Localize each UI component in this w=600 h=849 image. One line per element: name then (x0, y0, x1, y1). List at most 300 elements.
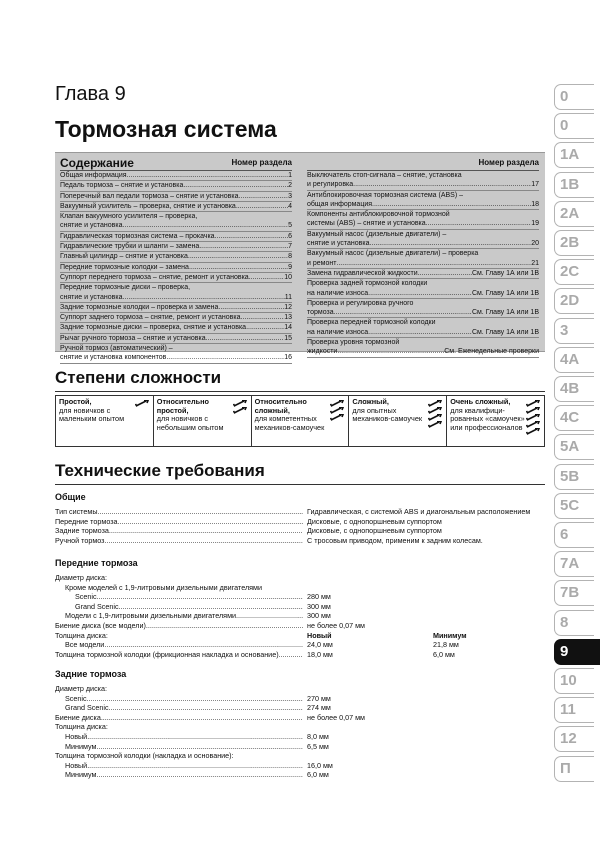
contents-entry-section: 12 (284, 303, 292, 311)
contents-entry-section: 10 (284, 273, 292, 281)
leader-dots (370, 239, 532, 248)
chapter-tab-1b[interactable]: 1B (554, 172, 594, 198)
difficulty-icons (233, 398, 249, 446)
contents-entry-title: Рычаг ручного тормоза – снятие и установка (60, 334, 206, 342)
contents-entry-section: 19 (531, 220, 539, 228)
spec-row (55, 703, 545, 713)
contents-entry (60, 202, 292, 212)
contents-entry (60, 242, 292, 252)
contents-line (307, 200, 539, 209)
chapter-tab-4c[interactable]: 4C (554, 405, 594, 431)
spec-row (55, 611, 545, 621)
contents-entry-section: См. Главу 1А или 1В (471, 269, 539, 277)
spec-row (55, 631, 545, 641)
spanner-icon (428, 400, 442, 407)
contents-line (60, 212, 292, 221)
spec-label (55, 684, 295, 694)
spec-label-text: Grand Scenic (65, 703, 109, 713)
leader-dots (104, 536, 303, 546)
spec-value-min: Минимум (433, 630, 467, 640)
difficulty-level (154, 396, 252, 446)
chapter-tab-5c[interactable]: 5C (554, 493, 594, 519)
contents-line (307, 347, 539, 356)
contents-line (307, 219, 539, 228)
contents-right-column (307, 153, 539, 358)
contents-line (307, 328, 539, 337)
spec-row (55, 640, 545, 650)
spec-label-text: Толщина тормозной колодки (фрикционная накладка и основание) (55, 649, 279, 659)
spanner-icon (330, 414, 344, 421)
leader-dots (199, 242, 288, 251)
leader-dots (188, 252, 288, 261)
spec-label-text: Диаметр диска: (55, 573, 107, 582)
chapter-tab-5a[interactable]: 5A (554, 434, 594, 460)
contents-entry (60, 313, 292, 323)
spec-label (65, 703, 303, 713)
contents-line (60, 263, 292, 272)
spec-label-text: Ручной тормоз (55, 535, 105, 545)
leader-dots (353, 180, 531, 189)
leader-dots (146, 621, 303, 631)
spec-label (55, 536, 303, 546)
spec-label-text: Диаметр диска: (55, 684, 107, 693)
spec-value: не более 0,07 мм (307, 712, 365, 722)
contents-entry (60, 232, 292, 242)
contents-entry-section: См. Еженедельные проверки (444, 348, 539, 356)
contents-entry-section: См. Главу 1А или 1В (471, 309, 539, 317)
contents-line (60, 221, 292, 230)
spec-label (55, 517, 303, 527)
spec-label (65, 611, 303, 621)
spec-label-text: Минимум (65, 770, 97, 780)
spec-value: 6,0 мм (307, 770, 329, 780)
contents-entry-section: См. Главу 1А или 1В (471, 328, 539, 336)
leader-dots (104, 640, 303, 650)
contents-line (307, 338, 539, 347)
spec-label-text: Модели с 1,9-литровыми дизельными двигателями (65, 611, 237, 621)
difficulty-name: Очень сложный, (450, 397, 511, 406)
difficulty-name: Относительно сложный, (254, 397, 307, 415)
contents-entry-title: Передние тормозные диски – проверка, (60, 284, 191, 292)
contents-entry-title: Выключатель стоп-сигнала – снятие, установка (307, 172, 462, 179)
spec-row (55, 507, 545, 517)
contents-entry (307, 269, 539, 279)
contents-line (60, 252, 292, 261)
contents-entry (60, 181, 292, 191)
spanner-icon (233, 400, 247, 407)
contents-entry (60, 283, 292, 303)
chapter-tab-5b[interactable]: 5B (554, 464, 594, 490)
spec-value: не более 0,07 мм (307, 621, 365, 630)
contents-line (60, 303, 292, 312)
contents-entry-title: Передние тормозные колодки – замена (60, 263, 189, 271)
contents-line (60, 353, 292, 362)
spec-label (55, 751, 295, 761)
contents-entry-title: Вакуумный насос (дизельные двигатели) – проверка (307, 250, 479, 258)
contents-entry-title: Проверка уровня тормозной (307, 339, 400, 347)
chapter-tab-6[interactable]: 6 (554, 522, 594, 548)
contents-entry-section: 3 (288, 192, 292, 200)
contents-entry-section: 11 (284, 293, 292, 301)
difficulty-levels (55, 395, 545, 447)
contents-entry-section: 21 (531, 259, 539, 267)
contents-entry-title: на наличие износа (307, 289, 369, 297)
contents-entry-title: Суппорт переднего тормоза – снятие, ремонт и установка (60, 273, 249, 281)
leader-dots (372, 200, 531, 209)
spec-value: 24,0 мм (307, 640, 333, 650)
chapter-tab-7b[interactable]: 7B (554, 580, 594, 606)
spec-value: Дисковые, с однопоршневым суппортом (307, 516, 442, 526)
specs-divider (55, 484, 545, 485)
contents-line (307, 269, 539, 278)
contents-entry (60, 273, 292, 283)
contents-entry-title: Общая информация (60, 172, 127, 179)
spec-label-text: Все модели (65, 640, 105, 650)
contents-entry (307, 279, 539, 299)
spec-label (65, 770, 303, 780)
contents-entry (60, 323, 292, 333)
leader-dots (109, 526, 303, 536)
chapter-tab-3[interactable]: 3 (554, 318, 594, 344)
spec-label-text: Тип системы (55, 507, 98, 516)
spec-label (55, 713, 303, 723)
contents-heading: Содержание (60, 156, 134, 170)
contents-entry-title: снятие и установка (60, 222, 123, 230)
contents-entry-title: снятие и установка (307, 240, 370, 248)
difficulty-level (252, 396, 350, 446)
chapter-tab-11[interactable]: 11 (554, 697, 594, 723)
spec-subheading: Передние тормоза (55, 558, 138, 568)
leader-dots (218, 303, 284, 312)
spec-value: 6,5 мм (307, 741, 329, 751)
difficulty-text: для новичков с маленьким опытом (59, 405, 125, 424)
spec-value: 8,0 мм (307, 732, 329, 741)
contents-entry (60, 192, 292, 202)
contents-box (55, 152, 545, 362)
spec-label (75, 592, 303, 602)
contents-entry-section: 4 (288, 202, 292, 210)
spec-label (55, 650, 303, 660)
contents-entry-title: и регулировка (307, 181, 354, 189)
contents-line (60, 323, 292, 332)
difficulty-text: для квалифици-рованных «самоучек» или профессионалов (450, 405, 525, 432)
spec-row (55, 650, 545, 660)
contents-entry-title: Проверка передней тормозной колодки (307, 319, 436, 327)
spec-row (55, 517, 545, 527)
contents-line (307, 318, 539, 327)
spec-value: 300 мм (307, 611, 331, 621)
leader-dots (336, 259, 531, 268)
spec-label (55, 621, 303, 631)
spec-label (65, 742, 303, 752)
contents-entry-section: 1 (288, 172, 292, 179)
contents-left-entries (60, 171, 292, 364)
chapter-tab-2b[interactable]: 2B (554, 230, 594, 256)
difficulty-level (349, 396, 447, 446)
chapter-tab-2a[interactable]: 2A (554, 201, 594, 227)
contents-entry (307, 230, 539, 250)
contents-entry-section: См. Главу 1А или 1В (471, 289, 539, 297)
spec-value: Гидравлическая, с системой ABS и диагональным расположением (307, 507, 531, 516)
contents-entry-section: 20 (531, 240, 539, 248)
difficulty-level (447, 396, 544, 446)
spec-label-text: Биение диска (55, 712, 101, 722)
contents-entry-title: Проверка и регулировка ручного (307, 299, 414, 307)
contents-entry-title: Ручной тормоз (автоматический) – (60, 345, 173, 353)
contents-line (307, 289, 539, 298)
spanner-icon (233, 407, 247, 414)
leader-dots (206, 334, 285, 343)
spanner-icon (428, 421, 442, 428)
spec-row (55, 761, 545, 771)
contents-entry (60, 252, 292, 262)
contents-entry-title: системы (ABS) – снятие и установка (307, 220, 426, 228)
leader-dots (118, 517, 303, 527)
spec-label (55, 722, 295, 732)
spec-label (55, 526, 303, 536)
contents-line (307, 299, 539, 308)
spec-row (55, 536, 545, 546)
difficulty-text: для новичков с небольшим опытом (156, 414, 224, 432)
difficulty-level (56, 396, 154, 446)
contents-line (307, 180, 539, 189)
spec-value: 270 мм (307, 693, 331, 703)
contents-entry-title: Гидравлическая тормозная система – прокачка (60, 232, 215, 240)
contents-entry-title: Вакуумный усилитель – проверка, снятие и установка (60, 202, 236, 210)
spec-label-text: Scenic (65, 693, 87, 703)
spec-label-text: Толщина диска: (55, 630, 108, 640)
spanner-icon (526, 428, 540, 435)
spec-row (55, 602, 545, 612)
spanner-icon (428, 414, 442, 421)
contents-entry-title: на наличие износа (307, 328, 369, 336)
chapter-tab-10[interactable]: 10 (554, 668, 594, 694)
contents-left-column (60, 153, 292, 364)
chapter-tab-4b[interactable]: 4B (554, 376, 594, 402)
spec-label (55, 573, 295, 583)
spec-value-min: 21,8 мм (433, 640, 459, 650)
spec-row (55, 694, 545, 704)
contents-entry (60, 212, 292, 232)
leader-dots (127, 171, 289, 180)
difficulty-description (450, 398, 526, 446)
leader-dots (426, 219, 532, 228)
contents-entry-title: Педаль тормоза – снятие и установка (60, 182, 184, 190)
spec-label-text: Новый (65, 732, 88, 741)
contents-line (60, 242, 292, 251)
leader-dots (166, 353, 284, 362)
spec-label-text: Толщина тормозной колодки (накладка и основание): (55, 751, 234, 761)
difficulty-text: для опытных механиков-самоучек (352, 405, 423, 424)
contents-entry (60, 303, 292, 313)
chapter-tab-2c[interactable]: 2C (554, 259, 594, 285)
contents-entry-section: 7 (288, 243, 292, 251)
leader-dots (123, 221, 289, 230)
spec-label-text: Толщина диска: (55, 722, 108, 732)
contents-entry-section: 13 (284, 314, 292, 322)
contents-entry-title: Антиблокировочная тормозная система (ABS) – (307, 191, 464, 199)
contents-line (307, 249, 539, 258)
contents-line (60, 344, 292, 353)
spec-label (75, 602, 303, 612)
spec-label (65, 732, 303, 742)
spec-row (55, 770, 545, 780)
contents-line (307, 171, 539, 180)
contents-line (60, 273, 292, 282)
spec-row (55, 573, 545, 583)
contents-entry-section: 9 (288, 263, 292, 271)
contents-entry-title: Задние тормозные диски – проверка, снятие и установка (60, 324, 247, 332)
spec-label-text: Scenic (75, 592, 97, 602)
contents-line (60, 202, 292, 211)
spec-subheading: Задние тормоза (55, 669, 127, 679)
contents-entry-section: 14 (284, 324, 292, 332)
spanner-icon (330, 407, 344, 414)
spec-value: Новый (307, 630, 332, 640)
contents-line (307, 239, 539, 248)
chapter-tab-2d[interactable]: 2D (554, 288, 594, 314)
contents-entry-title: тормоза (307, 309, 334, 317)
leader-dots (183, 181, 288, 190)
contents-entry (307, 318, 539, 338)
difficulty-icons (135, 398, 151, 446)
contents-entry (307, 338, 539, 358)
section-number-heading: Номер раздела (231, 158, 292, 167)
contents-entry-title: Клапан вакуумного усилителя – проверка, (60, 213, 198, 221)
contents-entry-title: Главный цилиндр – снятие и установка (60, 253, 188, 261)
contents-entry-title: общая информация (307, 200, 373, 208)
contents-line (60, 283, 292, 292)
contents-line (307, 230, 539, 239)
spec-value: Дисковые, с однопоршневым суппортом (307, 526, 442, 536)
contents-entry (307, 210, 539, 230)
difficulty-description (352, 398, 428, 446)
leader-dots (98, 507, 304, 517)
spec-value: 280 мм (307, 592, 331, 602)
page-title: Тормозная система (55, 116, 277, 142)
leader-dots (97, 592, 303, 602)
difficulty-name: Простой, (59, 397, 92, 406)
spec-value: С тросовым приводом, применим к задним колесам. (307, 535, 483, 545)
chapter-tab-0[interactable]: 0 (554, 113, 594, 139)
contents-entry (307, 249, 539, 269)
spec-value: 16,0 мм (307, 760, 333, 770)
chapter-tab-7a[interactable]: 7A (554, 551, 594, 577)
contents-line (60, 334, 292, 343)
chapter-tab-12[interactable]: 12 (554, 726, 594, 752)
contents-entry-title: и ремонт (307, 259, 337, 267)
spec-row (55, 713, 545, 723)
contents-entry-title: снятие и установка компонентов (60, 354, 167, 362)
contents-line (307, 308, 539, 317)
leader-dots (334, 308, 472, 317)
chapter-tab-8[interactable]: 8 (554, 610, 594, 636)
contents-entry-section: 8 (288, 253, 292, 261)
contents-entry-title: Гидравлические трубки и шланги – замена (60, 243, 200, 251)
leader-dots (87, 761, 303, 771)
chapter-tab-4a[interactable]: 4A (554, 347, 594, 373)
leader-dots (96, 770, 303, 780)
leader-dots (119, 602, 303, 612)
spec-subheading: Общие (55, 492, 86, 502)
chapter-tab-9[interactable]: 9 (554, 639, 600, 665)
spec-label-text: Grand Scenic (75, 601, 119, 611)
leader-dots (368, 289, 472, 298)
chapter-tab-1a[interactable]: 1A (554, 142, 594, 168)
leader-dots (249, 273, 285, 282)
contents-entry-title: жидкости (307, 348, 338, 356)
leader-dots (109, 703, 303, 713)
contents-line (60, 171, 292, 180)
leader-dots (239, 192, 289, 201)
chapter-tab-п[interactable]: П (554, 756, 594, 782)
spec-value: 274 мм (307, 703, 331, 713)
contents-entry-section: 15 (284, 334, 292, 342)
spanner-icon (330, 400, 344, 407)
spec-label (65, 761, 303, 771)
leader-dots (246, 323, 284, 332)
leader-dots (123, 293, 285, 302)
leader-dots (189, 263, 288, 272)
spec-label-text: Кроме моделей с 1,9-литровыми дизельными двигателями (65, 582, 263, 592)
spec-row (55, 621, 545, 631)
contents-entry-title: Проверка задней тормозной колодки (307, 280, 428, 288)
leader-dots (279, 650, 303, 660)
contents-entry (307, 171, 539, 191)
difficulty-name: Относительно простой, (156, 397, 209, 415)
contents-entry-title: Суппорт заднего тормоза – снятие, ремонт и установка (60, 314, 241, 322)
spec-row (55, 732, 545, 742)
contents-entry-title: Компоненты антиблокировочной тормозной (307, 211, 450, 219)
spanner-icon (135, 400, 149, 407)
contents-entry-section: 17 (531, 181, 539, 189)
spec-row (55, 684, 545, 694)
spec-row (55, 722, 545, 732)
spec-label-text: Задние тормоза (55, 526, 109, 536)
contents-right-entries (307, 171, 539, 358)
leader-dots (96, 742, 303, 752)
contents-entry (307, 191, 539, 211)
spec-label-text: Биение диска (все модели) (55, 621, 146, 630)
contents-entry (60, 171, 292, 181)
spec-label-text: Передние тормоза (55, 516, 118, 526)
spec-label (55, 507, 303, 517)
spec-value: 18,0 мм (307, 649, 333, 659)
difficulty-title: Степени сложности (55, 368, 222, 387)
spec-label (65, 694, 303, 704)
leader-dots (418, 269, 472, 278)
contents-entry-title: Поперечный вал педали тормоза – снятие и установка (60, 192, 239, 200)
chapter-tab-0[interactable]: 0 (554, 84, 594, 110)
difficulty-icons (330, 398, 346, 446)
contents-entry-title: Задние тормозные колодки – проверка и замена (60, 303, 219, 311)
specs-title: Технические требования (55, 461, 265, 480)
section-number-heading-right: Номер раздела (478, 158, 539, 167)
leader-dots (236, 202, 288, 211)
contents-header (60, 153, 292, 171)
difficulty-icons (526, 398, 542, 446)
difficulty-text: для компетентных механиков-самоучек (254, 414, 325, 432)
leader-dots (368, 328, 472, 337)
difficulty-description (157, 398, 233, 446)
spec-label-text: Минимум (65, 741, 97, 751)
contents-entry-section: 6 (288, 232, 292, 240)
spec-row (55, 592, 545, 602)
contents-line (60, 181, 292, 190)
spanner-icon (526, 407, 540, 414)
spanner-icon (428, 407, 442, 414)
contents-entry (60, 344, 292, 364)
